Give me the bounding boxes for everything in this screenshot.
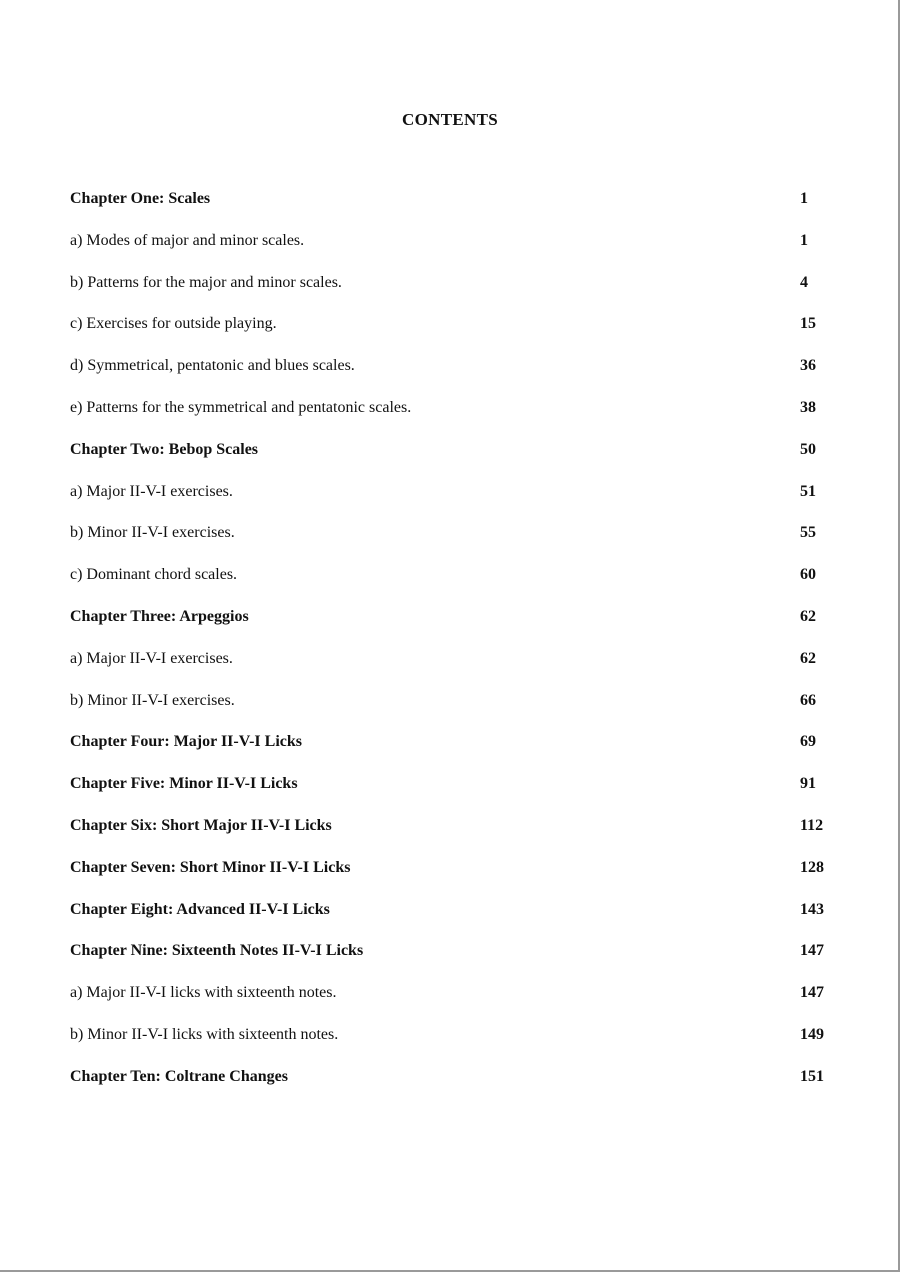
toc-entry-page-number: 15 (800, 315, 816, 333)
toc-entry-label: Chapter Four: Major II-V-I Licks (70, 733, 302, 751)
toc-section-entry (70, 478, 830, 520)
toc-entry-page-number: 69 (800, 733, 816, 751)
toc-entry-label: d) Symmetrical, pentatonic and blues scales. (70, 357, 355, 375)
toc-chapter-entry (70, 770, 830, 812)
toc-entry-label: Chapter Seven: Short Minor II-V-I Licks (70, 858, 351, 876)
toc-section-entry (70, 979, 830, 1021)
toc-chapter-entry (70, 812, 830, 854)
toc-section-entry (70, 269, 830, 311)
toc-entry-label: Chapter Eight: Advanced II-V-I Licks (70, 900, 330, 918)
toc-chapter-entry (70, 728, 830, 770)
toc-entry-label: Chapter Six: Short Major II-V-I Licks (70, 816, 332, 834)
toc-entry-label: a) Major II-V-I exercises. (70, 482, 233, 500)
toc-section-entry (70, 561, 830, 603)
table-of-contents (70, 185, 830, 1105)
toc-entry-label: Chapter Five: Minor II-V-I Licks (70, 775, 298, 793)
toc-entry-label: b) Minor II-V-I licks with sixteenth notes. (70, 1025, 339, 1043)
toc-entry-page-number: 91 (800, 775, 816, 793)
toc-section-entry (70, 1021, 830, 1063)
toc-section-entry (70, 227, 830, 269)
toc-entry-page-number: 147 (800, 942, 824, 960)
toc-section-entry (70, 687, 830, 729)
toc-entry-page-number: 50 (800, 440, 816, 458)
toc-entry-page-number: 143 (800, 900, 824, 918)
toc-entry-page-number: 62 (800, 607, 816, 625)
toc-entry-label: Chapter Nine: Sixteenth Notes II-V-I Licks (70, 942, 364, 960)
toc-entry-page-number: 1 (800, 231, 808, 249)
toc-entry-page-number: 4 (800, 273, 808, 291)
toc-chapter-entry (70, 436, 830, 478)
toc-entry-label: Chapter Three: Arpeggios (70, 607, 249, 625)
toc-entry-label: a) Major II-V-I licks with sixteenth notes. (70, 984, 337, 1002)
toc-entry-page-number: 149 (800, 1025, 824, 1043)
toc-entry-page-number: 128 (800, 858, 824, 876)
toc-chapter-entry (70, 603, 830, 645)
toc-chapter-entry (70, 896, 830, 938)
toc-entry-label: Chapter Two: Bebop Scales (70, 440, 259, 458)
toc-section-entry (70, 352, 830, 394)
toc-entry-label: e) Patterns for the symmetrical and pentatonic scales. (70, 398, 412, 416)
toc-entry-label: b) Minor II-V-I exercises. (70, 691, 235, 709)
toc-entry-label: c) Exercises for outside playing. (70, 315, 277, 333)
toc-entry-page-number: 1 (800, 190, 808, 207)
toc-section-entry (70, 394, 830, 436)
toc-entry-label: Chapter One: Scales (70, 190, 211, 207)
toc-entry-label: b) Minor II-V-I exercises. (70, 524, 235, 542)
toc-section-entry (70, 310, 830, 352)
toc-entry-page-number: 66 (800, 691, 816, 709)
toc-chapter-entry (70, 185, 830, 227)
page-title: CONTENTS (402, 110, 498, 129)
toc-entry-page-number: 55 (800, 524, 816, 542)
toc-entry-label: c) Dominant chord scales. (70, 566, 238, 584)
toc-entry-label: Chapter Ten: Coltrane Changes (70, 1067, 288, 1085)
toc-entry-label: b) Patterns for the major and minor scales. (70, 273, 342, 291)
toc-chapter-entry (70, 1063, 830, 1105)
toc-entry-page-number: 147 (800, 984, 824, 1002)
toc-entry-page-number: 112 (800, 816, 824, 834)
toc-entry-page-number: 151 (800, 1067, 824, 1085)
toc-chapter-entry (70, 937, 830, 979)
toc-entry-label: a) Modes of major and minor scales. (70, 231, 305, 249)
toc-section-entry (70, 519, 830, 561)
toc-entry-page-number: 62 (800, 649, 816, 667)
toc-entry-page-number: 51 (800, 482, 816, 500)
toc-entry-page-number: 36 (800, 357, 816, 375)
toc-chapter-entry (70, 854, 830, 896)
toc-entry-page-number: 60 (800, 566, 816, 584)
toc-entry-label: a) Major II-V-I exercises. (70, 649, 233, 667)
toc-section-entry (70, 645, 830, 687)
toc-entry-page-number: 38 (800, 398, 816, 416)
